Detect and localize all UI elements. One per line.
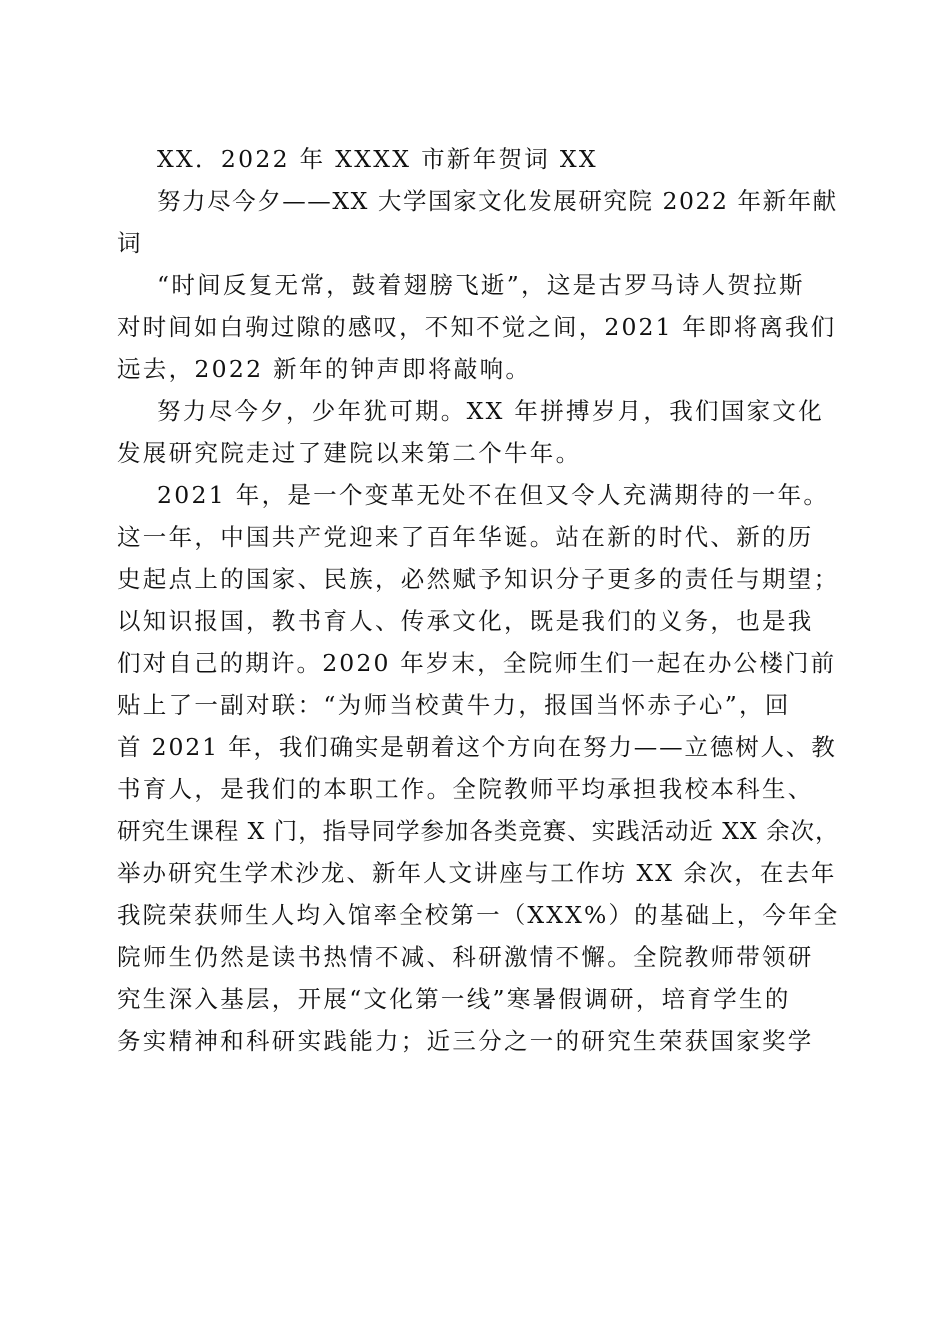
document-title: XX．2022 年 XXXX 市新年贺词 XX — [157, 145, 598, 173]
paragraph-line: “时间反复无常，鼓着翅膀飞逝”，这是古罗马诗人贺拉斯 — [157, 271, 805, 299]
paragraph-line: 努力尽今夕，少年犹可期。XX 年拼搏岁月，我们国家文化 — [157, 397, 825, 425]
paragraph-line: 举办研究生学术沙龙、新年人文讲座与工作坊 XX 余次，在去年 — [117, 859, 837, 887]
paragraph-line: 究生深入基层，开展“文化第一线”寒暑假调研，培育学生的 — [117, 985, 791, 1013]
paragraph-line: 这一年，中国共产党迎来了百年华诞。站在新的时代、新的历 — [117, 523, 814, 551]
paragraph-line: 对时间如白驹过隙的感叹，不知不觉之间，2021 年即将离我们 — [117, 313, 837, 341]
paragraph-line: 研究生课程 X 门，指导同学参加各类竞赛、实践活动近 XX 余次， — [117, 817, 840, 845]
paragraph-line: 们对自己的期许。2020 年岁末，全院师生们一起在办公楼门前 — [117, 649, 837, 677]
paragraph-line: 务实精神和科研实践能力；近三分之一的研究生荣获国家奖学 — [117, 1027, 814, 1055]
paragraph-line: 发展研究院走过了建院以来第二个牛年。 — [117, 439, 582, 467]
paragraph-line: 以知识报国，教书育人、传承文化，既是我们的义务，也是我 — [117, 607, 814, 635]
paragraph-line: 院师生仍然是读书热情不减、科研激情不懈。全院教师带领研 — [117, 943, 814, 971]
document-body — [117, 138, 839, 1062]
paragraph-line: 书育人，是我们的本职工作。全院教师平均承担我校本科生、 — [117, 775, 814, 803]
paragraph-line: 首 2021 年，我们确实是朝着这个方向在努力——立德树人、教 — [117, 733, 837, 761]
paragraph-line: 我院荣获师生人均入馆率全校第一（XXX%）的基础上，今年全 — [117, 901, 840, 929]
paragraph-line: 2021 年，是一个变革无处不在但又令人充满期待的一年。 — [157, 481, 830, 509]
paragraph-line: 史起点上的国家、民族，必然赋予知识分子更多的责任与期望； — [117, 565, 840, 593]
subtitle-line: 努力尽今夕——XX 大学国家文化发展研究院 2022 年新年献 — [157, 187, 838, 215]
paragraph-line: 贴上了一副对联：“为师当校黄牛力，报国当怀赤子心”，回 — [117, 691, 791, 719]
paragraph-line: 远去，2022 新年的钟声即将敲响。 — [117, 355, 532, 383]
subtitle-line: 词 — [117, 229, 143, 257]
